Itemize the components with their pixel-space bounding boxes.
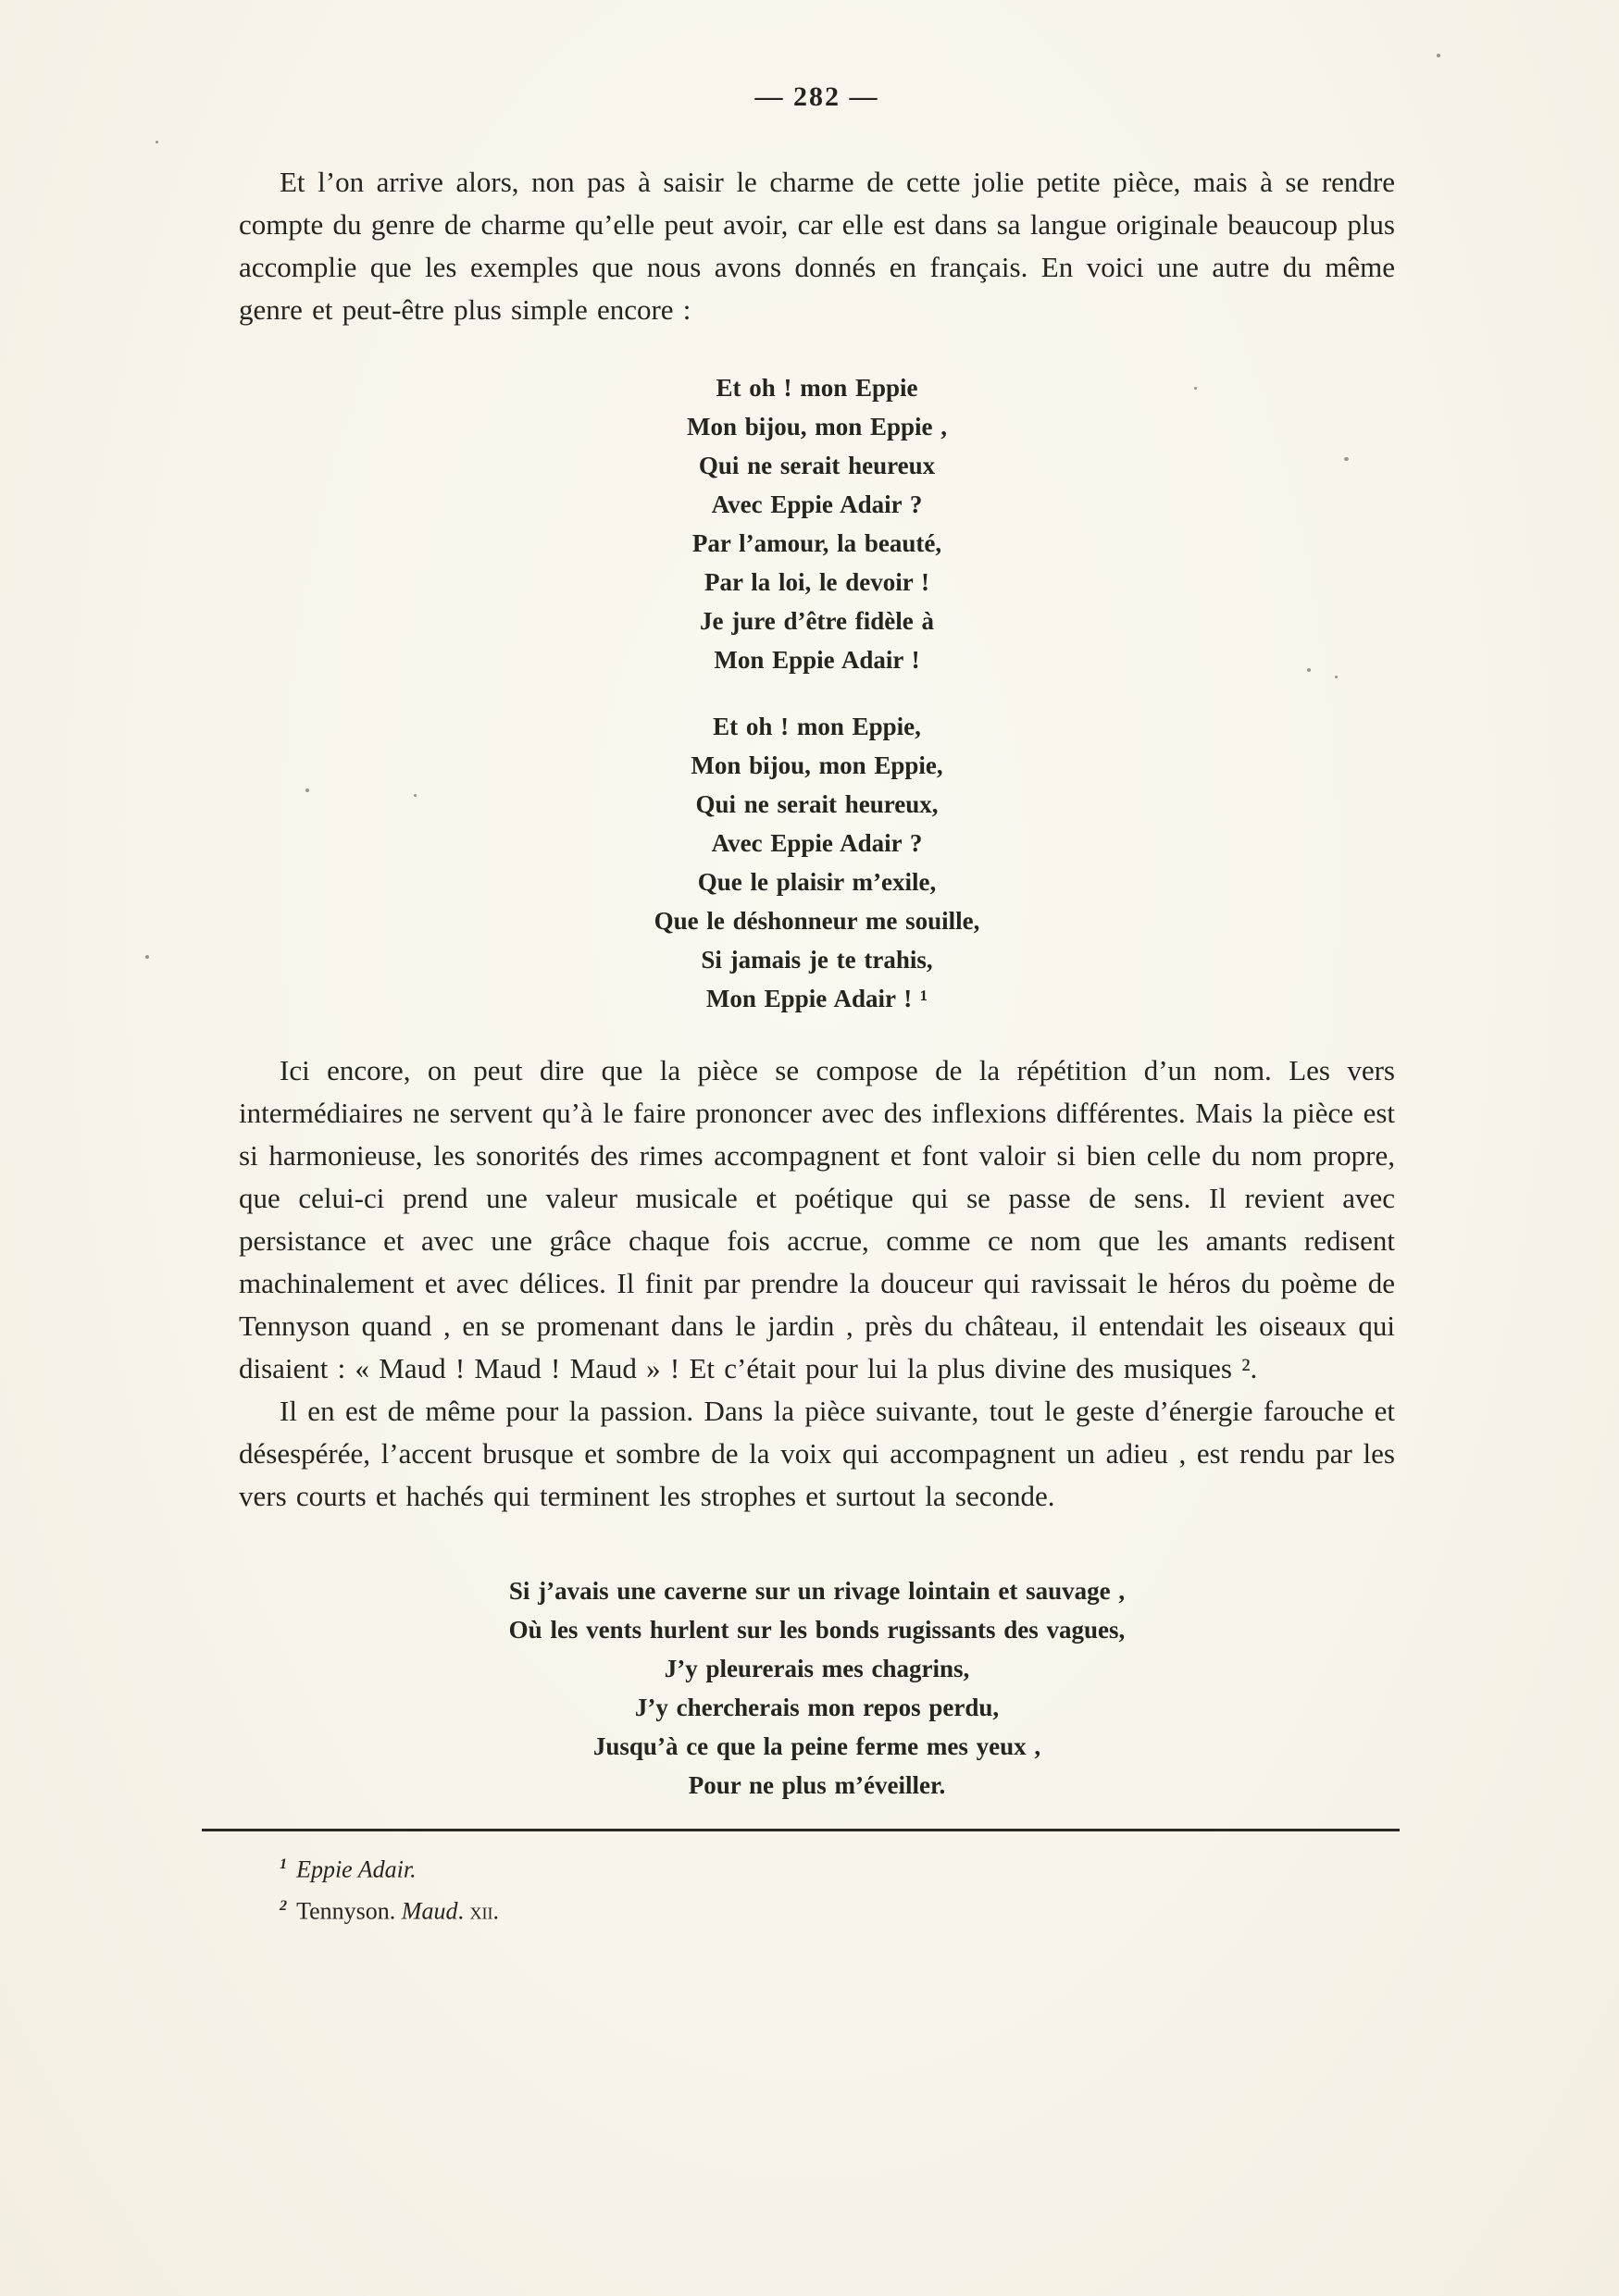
- scan-speck: [1437, 54, 1440, 57]
- footnote-work-title: Maud: [401, 1897, 458, 1925]
- footnote-text: Tennyson.: [296, 1897, 402, 1925]
- poem-line: Mon Eppie Adair !: [714, 646, 920, 674]
- scan-speck: [1194, 387, 1197, 390]
- poem-line: Avec Eppie Adair ?: [711, 490, 923, 518]
- poem-line: Si j’avais une caverne sur un rivage lointain et sauvage ,: [508, 1577, 1126, 1605]
- scan-speck: [1344, 457, 1349, 461]
- poem-line: J’y chercherais mon repos perdu,: [634, 1694, 1000, 1721]
- poem-eppie-stanza-2: [239, 707, 1395, 1018]
- footnotes: [239, 1846, 1395, 1929]
- poem-line: Avec Eppie Adair ?: [711, 829, 923, 857]
- footnote-divider: [202, 1829, 1400, 1831]
- poem-line: Qui ne serait heureux: [698, 452, 936, 479]
- scan-speck: [305, 788, 309, 792]
- poem-line: J’y pleurerais mes chagrins,: [664, 1655, 970, 1682]
- poem-line: Pour ne plus m’éveiller.: [688, 1771, 946, 1799]
- poem-line: Où les vents hurlent sur les bonds rugissants des vagues,: [508, 1616, 1126, 1644]
- poem-line: Que le plaisir m’exile,: [697, 868, 937, 896]
- poem-line: Et oh ! mon Eppie,: [713, 713, 921, 740]
- intro-paragraph: Et l’on arrive alors, non pas à saisir le charme de cette jolie petite pièce, mais à se rendre compte du genre de charme qu’elle peut avoir, car elle est dans sa langue originale beaucoup plus accomplie que les exemples que nous avons donnés en français. En voici une autre du même genre et peut-être plus simple encore :: [239, 166, 1395, 326]
- poem-line: Par l’amour, la beauté,: [691, 529, 942, 557]
- poem-eppie-adair: [239, 368, 1395, 1018]
- footnote-2: [280, 1888, 1395, 1930]
- footnote-marker: 2: [280, 1897, 288, 1914]
- poem-line: Si jamais je te trahis,: [701, 946, 933, 974]
- analysis-paragraph: Ici encore, on peut dire que la pièce se compose de la répétition d’un nom. Les vers intermédiaires ne servent qu’à le faire prononcer avec des inflexions différentes. Mais la pièce est si harmonieuse, les sonorités des rimes accompagnent et font valoir si bien celle du nom propre, que celui-ci prend une valeur musicale et poétique qui se passe de sens. Il revient avec persistance et avec une grâce chaque fois accrue, comme ce nom que les amants redisent machinalement et avec délices. Il finit par prendre la douceur qui ravissait le héros du poème de Tennyson quand , en se promenant dans le jardin , près du château, il entendait les oiseaux qui disaient : « Maud ! Maud ! Maud » ! Et c’était pour lui la plus divine des musiques ².: [239, 1054, 1395, 1384]
- footnote-text: . xii.: [457, 1897, 499, 1925]
- poem-line: Mon bijou, mon Eppie,: [691, 751, 943, 779]
- poem-line: Par la loi, le devoir !: [704, 568, 929, 596]
- scan-speck: [414, 794, 417, 797]
- poem-line: Mon Eppie Adair ! ¹: [705, 985, 928, 1012]
- footnote-text: Eppie Adair.: [296, 1855, 417, 1883]
- scan-speck: [156, 141, 158, 143]
- poem-caverne: [239, 1571, 1395, 1805]
- poem-eppie-stanza-1: [239, 368, 1395, 679]
- poem-line: Que le déshonneur me souille,: [654, 907, 980, 935]
- footnote-1: [280, 1846, 1395, 1888]
- page-number: — 282 —: [754, 81, 879, 112]
- passion-paragraph: Il en est de même pour la passion. Dans la pièce suivante, tout le geste d’énergie farouche et désespérée, l’accent brusque et sombre de la voix qui accompagnent un adieu , est rendu par les vers courts et hachés qui terminent les strophes et surtout la seconde.: [239, 1395, 1395, 1512]
- scan-speck: [1335, 676, 1338, 678]
- poem-line: Et oh ! mon Eppie: [716, 374, 918, 402]
- scan-speck: [145, 955, 149, 959]
- poem-line: Jusqu’à ce que la peine ferme mes yeux ,: [592, 1732, 1041, 1760]
- footnote-marker: 1: [280, 1856, 288, 1872]
- poem-line: Mon bijou, mon Eppie ,: [686, 413, 948, 441]
- poem-line: Qui ne serait heureux,: [695, 790, 939, 818]
- scan-speck: [1307, 668, 1311, 672]
- poem-line: Je jure d’être fidèle à: [700, 607, 934, 635]
